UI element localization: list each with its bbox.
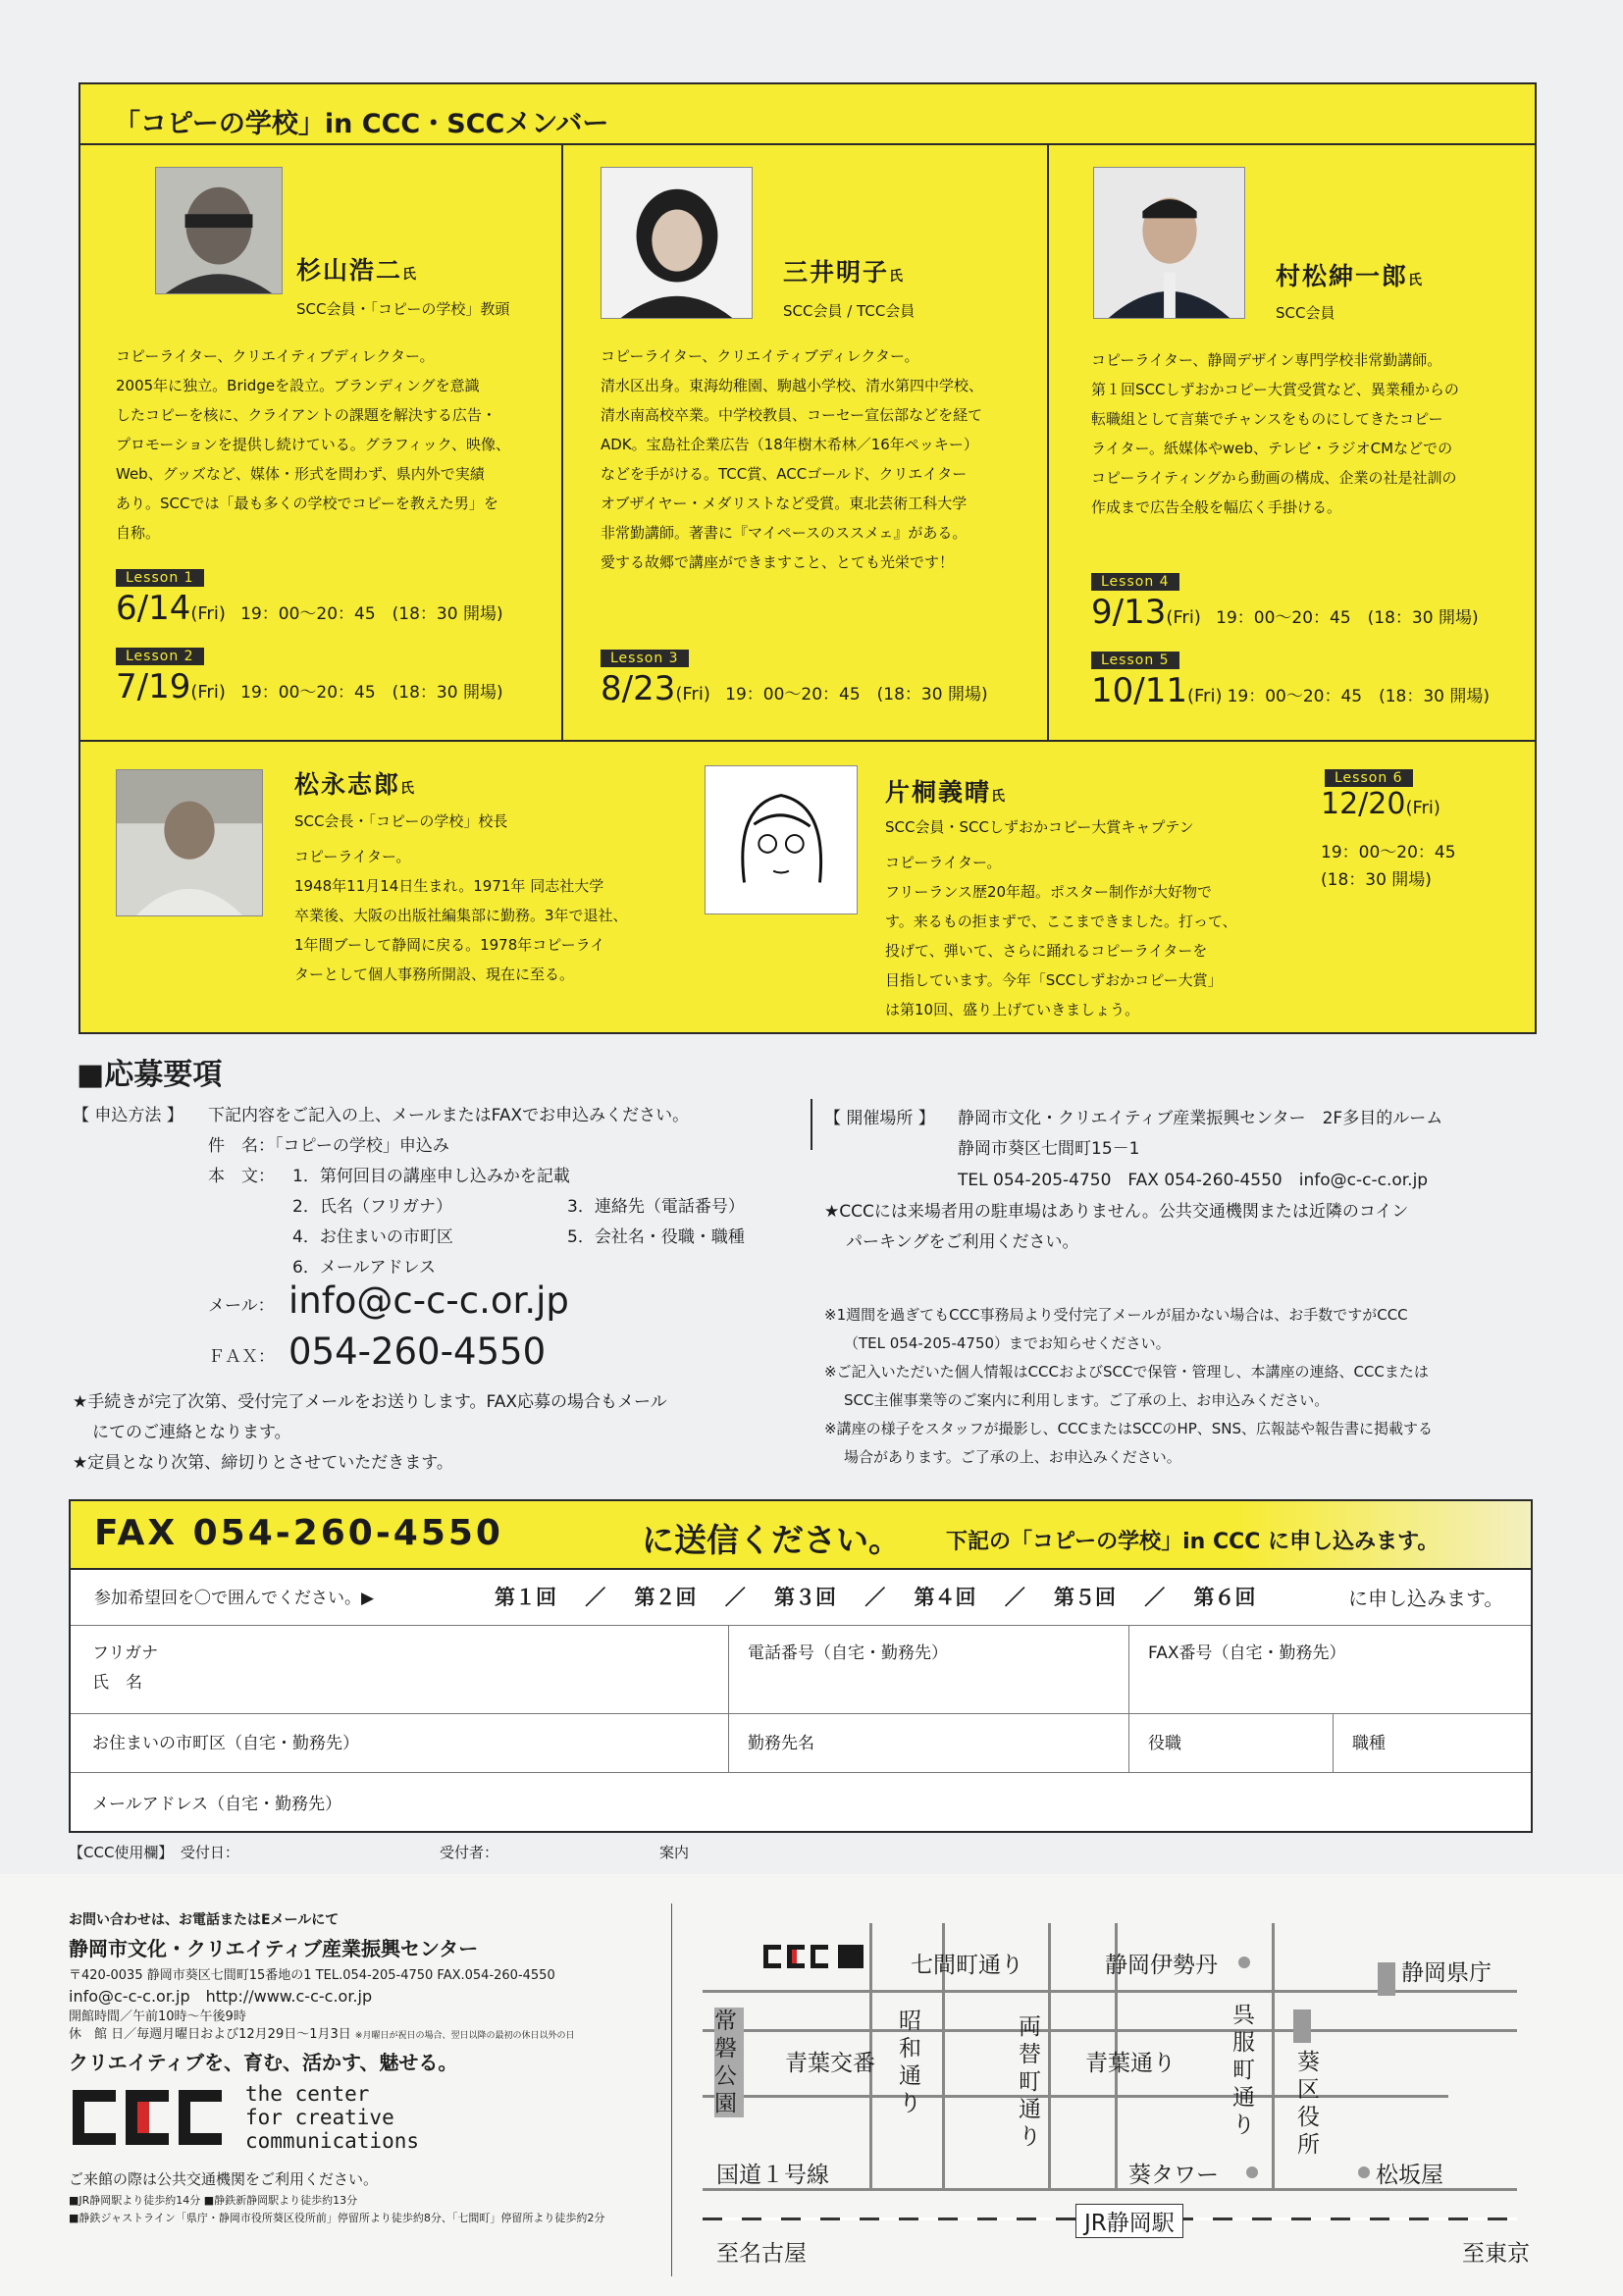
- company-label: 勤務先名: [748, 1734, 814, 1753]
- divider: [811, 1099, 812, 1150]
- person-name: 村松紳一郎氏: [1276, 262, 1425, 290]
- round-options: 第１回 ／ 第２回 ／ 第３回 ／ 第４回 ／ 第５回 ／ 第６回: [495, 1586, 1256, 1609]
- lesson-schedule: 7/19(Fri) 19：00～20：45 (18：30 開場): [116, 667, 503, 706]
- person-role: SCC会員: [1276, 304, 1335, 322]
- person-name: 杉山浩二氏: [296, 256, 419, 285]
- job-label: 職種: [1352, 1734, 1386, 1753]
- direction-label: 至東京: [1462, 2241, 1530, 2267]
- divider: [671, 1904, 672, 2276]
- lesson-schedule: 12/20(Fri): [1321, 787, 1440, 821]
- station-label: JR静岡駅: [1075, 2204, 1183, 2238]
- privacy-notes: ※1週間を過ぎてもCCC事務局より受付完了メールが届かない場合は、お手数ですがCCC （TEL 054-205-4750）までお知らせください。 ※ご記入いただいた個人情報はCCCおよびSCCで保管・管理し、本講座の連絡、CCCまたは SCC主催事業等のご案内に利用します。ご了承の上、お申込みください。 ※講座の様子をスタッフが撮影し、CCCまたはSCCのHP、SNS、広報誌や報告書に掲載する 場合があります。ご了承の上、お申込みください。: [824, 1306, 1434, 1466]
- road: [703, 2095, 1448, 2098]
- org-web[interactable]: info@c-c-c.or.jp http://www.c-c-c.or.jp: [69, 1987, 373, 2006]
- email-label: メールアドレス（自宅・勤務先）: [92, 1795, 342, 1814]
- round-option[interactable]: 第３回: [774, 1586, 836, 1609]
- ccc-logo: [69, 2086, 230, 2149]
- person-role: SCC会員・「コピーの学校」教頭: [296, 300, 510, 318]
- person-role: SCC会員・SCCしずおかコピー大賞キャプテン: [885, 818, 1194, 836]
- divider: [728, 1625, 729, 1772]
- body-item: 3．連絡先（電話番号）: [567, 1197, 745, 1217]
- fax-form-header: [71, 1501, 1531, 1570]
- landmark-marker: [1293, 2009, 1311, 2043]
- divider: [1333, 1713, 1334, 1772]
- round-option[interactable]: 第５回: [1054, 1586, 1116, 1609]
- body-label: 本 文：: [208, 1167, 275, 1186]
- form-fax-number: FAX 054-260-4550: [94, 1513, 503, 1553]
- lesson-tag: Lesson 1: [116, 569, 204, 587]
- ccc-map-logo: [761, 1943, 869, 1970]
- fax-label: ＦＡＸ：: [208, 1347, 275, 1367]
- person-name: 片桐義晴氏: [885, 778, 1008, 807]
- method-text: 下記内容をご記入の上、メールまたはFAXでお申込みください。: [208, 1106, 690, 1125]
- person-bio: コピーライター。 フリーランス歴20年超。ポスター制作が大好物で す。来るもの拒まずで、ここまできました。打って、 投げて、弾いて、さらに踊れるコピーライターを 目指しています。今年「SCCしずおかコピー大賞」 は第10回、盛り上げていきましょう。: [885, 854, 1237, 1018]
- map-label: 国道１号線: [716, 2163, 829, 2188]
- lesson-schedule: 10/11(Fri) 19：00～20：45 (18：30 開場): [1091, 671, 1491, 710]
- name-label: 氏 名: [92, 1673, 142, 1693]
- divider: [80, 143, 1535, 145]
- ccc-use-label: 【CCC使用欄】 受付日：: [69, 1844, 239, 1861]
- form-header-note: 下記の「コピーの学校」in CCC に申し込みます。: [946, 1530, 1440, 1554]
- phone-field[interactable]: [748, 1664, 1111, 1707]
- note: ★手続きが完了次第、受付完了メールをお送りします。FAX応募の場合もメール: [73, 1392, 667, 1412]
- fax-number-label: FAX番号（自宅・勤務先）: [1148, 1644, 1346, 1663]
- note: にてのご連絡となります。: [92, 1423, 291, 1442]
- members-panel: [79, 82, 1537, 1034]
- phone-label: 電話番号（自宅・勤務先）: [748, 1644, 948, 1663]
- person-name: 松永志郎氏: [294, 770, 417, 799]
- round-option[interactable]: 第２回: [634, 1586, 697, 1609]
- map-label: 松坂屋: [1376, 2163, 1443, 2188]
- lesson-tag: Lesson 3: [601, 650, 689, 667]
- divider: [1047, 143, 1049, 740]
- parking-note: ★CCCには来場者用の駐車場はありません。公共交通機関または近隣のコイン: [824, 1202, 1409, 1222]
- photo-katagiri: [705, 765, 858, 914]
- venue-address: 静岡市葵区七間町15－1: [958, 1139, 1140, 1159]
- landmark-dot: [1238, 1957, 1250, 1968]
- person-bio: コピーライター、静岡デザイン専門学校非常勤講師。 第１回SCCしずおかコピー大賞受賞など、異業種からの 転職組として言葉でチャンスをものにしてきたコピー ライター。紙媒体やweb、テレビ・ラジオCMなどでの コピーライティングから動画の構成、企業の社是社訓の 作成まで広告全般を幅広く手掛ける。: [1091, 351, 1459, 516]
- footer: [0, 1874, 1623, 2296]
- photo-mitsui: [601, 167, 753, 319]
- closed-days: 休 館 日／毎週月曜日および12月29日～1月3日 ※月曜日が祝日の場合、翌日以降の最初の休日以外の日: [69, 2027, 575, 2042]
- fax-number: 054-260-4550: [288, 1331, 547, 1373]
- access-line: ■静鉄ジャストライン「県庁・静岡市役所葵区役所前」停留所より徒歩約8分、「七間町」停留所より徒歩約2分: [69, 2212, 605, 2224]
- round-option[interactable]: 第６回: [1193, 1586, 1256, 1609]
- road: [703, 2029, 1517, 2032]
- note: ★定員となり次第、締切りとさせていただきます。: [73, 1453, 453, 1473]
- round-option[interactable]: 第４回: [914, 1586, 976, 1609]
- landmark-dot: [1358, 2166, 1370, 2178]
- address-label: お住まいの市町区（自宅・勤務先）: [92, 1734, 359, 1753]
- access-heading: ご来館の際は公共交通機関をご利用ください。: [69, 2170, 379, 2188]
- person-role: SCC会長・「コピーの学校」校長: [294, 812, 508, 830]
- members-title: 「コピーの学校」in CCC・SCCメンバー: [114, 109, 609, 139]
- parking-note: パーキングをご利用ください。: [846, 1232, 1079, 1252]
- round-prompt: 参加希望回を〇で囲んでください。▶: [94, 1589, 375, 1608]
- photo-matsunaga: [116, 769, 263, 916]
- person-bio: コピーライター、クリエイティブディレクター。 2005年に独立。Bridgeを設立。ブランディングを意識 したコピーを核に、クライアントの課題を解決する広告・ プロモーションを提供し続けている。グラフィック、映像、 Web、グッズなど、媒体・形式を問わず、県内外で実績 あり。SCCでは「最も多くの学校でコピーを教えた男」を 自称。: [116, 347, 511, 542]
- person-name: 三井明子氏: [783, 258, 906, 287]
- lesson-tag: Lesson 2: [116, 648, 204, 665]
- inquiry-label: お問い合わせは、お電話またはEメールにて: [69, 1912, 340, 1928]
- lesson-schedule: 8/23(Fri) 19：00～20：45 (18：30 開場): [601, 669, 988, 708]
- opening-hours: 開館時間／午前10時～午後9時: [69, 2009, 246, 2024]
- body-item: 5．会社名・役職・職種: [567, 1227, 745, 1247]
- form-send-label: に送信ください。: [642, 1521, 901, 1559]
- landmark-dot: [1246, 2166, 1258, 2178]
- fax-number-field[interactable]: [1148, 1664, 1511, 1707]
- photo-muramatsu: [1093, 167, 1245, 319]
- map-label: 常磐公園: [714, 2008, 744, 2117]
- photo-sugiyama: [155, 167, 283, 294]
- person-bio: コピーライター、クリエイティブディレクター。 清水区出身。東海幼稚園、駒越小学校、清水第四中学校、 清水南高校卒業。中学校教員、コーセー宣伝部などを経て ADK。宝島社企業広告（18年樹木希林／16年ペッキー） などを手がける。TCC賞、ACCゴールド、クリエイター オブザイヤー・メダリストなど受賞。東北芸術工科大学 非常勤講師。著書に『マイペースのススメェ』がある。 愛する故郷で講座ができますこと、とても光栄です！: [601, 347, 984, 571]
- furigana-label: フリガナ: [92, 1644, 159, 1663]
- round-option[interactable]: 第１回: [495, 1586, 556, 1609]
- org-address: 〒420-0035 静岡市葵区七間町15番地の1 TEL.054-205-4750 FAX.054-260-4550: [69, 1968, 555, 1983]
- org-name: 静岡市文化・クリエイティブ産業振興センター: [69, 1937, 479, 1960]
- lesson-tag: Lesson 4: [1091, 573, 1179, 591]
- divider: [1128, 1625, 1129, 1772]
- lesson-schedule: 9/13(Fri) 19：00～20：45 (18：30 開場): [1091, 593, 1479, 632]
- direction-label: 至名古屋: [716, 2241, 807, 2267]
- road: [1272, 1923, 1275, 2188]
- map-label: 七間町通り: [911, 1953, 1023, 1978]
- map-label: 葵タワー: [1128, 2163, 1219, 2188]
- access-line: ■JR静岡駅より徒歩約14分 ■静鉄新静岡駅より徒歩約13分: [69, 2194, 358, 2207]
- venue-contact: TEL 054-205-4750 FAX 054-260-4550 info@c-c-c.or.jp: [958, 1171, 1429, 1190]
- subject-line: 件 名：「コピーの学校」申込み: [208, 1136, 449, 1156]
- venue-name: 静岡市文化・クリエイティブ産業振興センター 2F多目的ルーム: [958, 1109, 1443, 1128]
- fax-form: [69, 1499, 1533, 1833]
- venue-label: 【 開催場所 】: [824, 1109, 935, 1128]
- road: [1048, 1923, 1051, 2188]
- divider: [71, 1713, 1531, 1714]
- slogan: クリエイティブを、育む、活かす、魅せる。: [69, 2051, 458, 2074]
- divider: [71, 1625, 1531, 1626]
- lesson-time: 19：00～20：45: [1321, 843, 1456, 862]
- person-bio: コピーライター。 1948年11月14日生まれ。1971年 同志社大学 卒業後、大阪の出版社編集部に勤務。3年で退社、 1年間ブーして静岡に戻る。1978年コピーライ ターとして個人事務所開設、現在に至る。: [294, 848, 628, 983]
- divider: [561, 143, 563, 740]
- lesson-schedule: 6/14(Fri) 19：00～20：45 (18：30 開場): [116, 589, 503, 628]
- divider: [71, 1772, 1531, 1773]
- lesson-tag: Lesson 5: [1091, 652, 1179, 669]
- name-field[interactable]: [218, 1635, 708, 1703]
- mail-label: メール：: [208, 1296, 275, 1316]
- logo-wordmark: the center for creative communications: [245, 2082, 420, 2153]
- body-item: 4．お住まいの市町区: [292, 1227, 453, 1247]
- map-label: 青葉通り: [1085, 2051, 1176, 2076]
- application-title: ■応募要項: [77, 1058, 223, 1092]
- map-label: 静岡伊勢丹: [1105, 1953, 1218, 1978]
- method-label: 【 申込方法 】: [73, 1106, 183, 1125]
- divider: [80, 740, 1535, 742]
- access-map: [703, 1904, 1586, 2276]
- mail-address[interactable]: info@c-c-c.or.jp: [288, 1279, 569, 1322]
- lesson-open-time: (18：30 開場): [1321, 870, 1432, 890]
- body-item: 1．第何回目の講座申し込みかを記載: [292, 1167, 570, 1186]
- map-label: 青葉交番: [785, 2051, 875, 2076]
- map-label: 両替町通り: [1019, 2014, 1041, 2150]
- received-by-label: 受付者：: [440, 1844, 499, 1861]
- round-suffix: に申し込みます。: [1348, 1587, 1504, 1610]
- position-label: 役職: [1148, 1734, 1181, 1753]
- map-label: 昭和通り: [899, 2009, 921, 2116]
- body-item: 6．メールアドレス: [292, 1258, 436, 1278]
- person-role: SCC会員 / TCC会員: [783, 302, 916, 320]
- body-item: 2．氏名（フリガナ）: [292, 1197, 452, 1217]
- email-field[interactable]: [424, 1782, 1503, 1821]
- map-label: 静岡県庁: [1401, 1960, 1492, 1986]
- guide-label: 案内: [659, 1844, 690, 1861]
- map-label: 葵区役所: [1297, 2050, 1320, 2158]
- landmark-marker: [1378, 1962, 1395, 1996]
- map-label: 呉服町通り: [1232, 2003, 1255, 2138]
- lesson-tag: Lesson 6: [1325, 769, 1413, 787]
